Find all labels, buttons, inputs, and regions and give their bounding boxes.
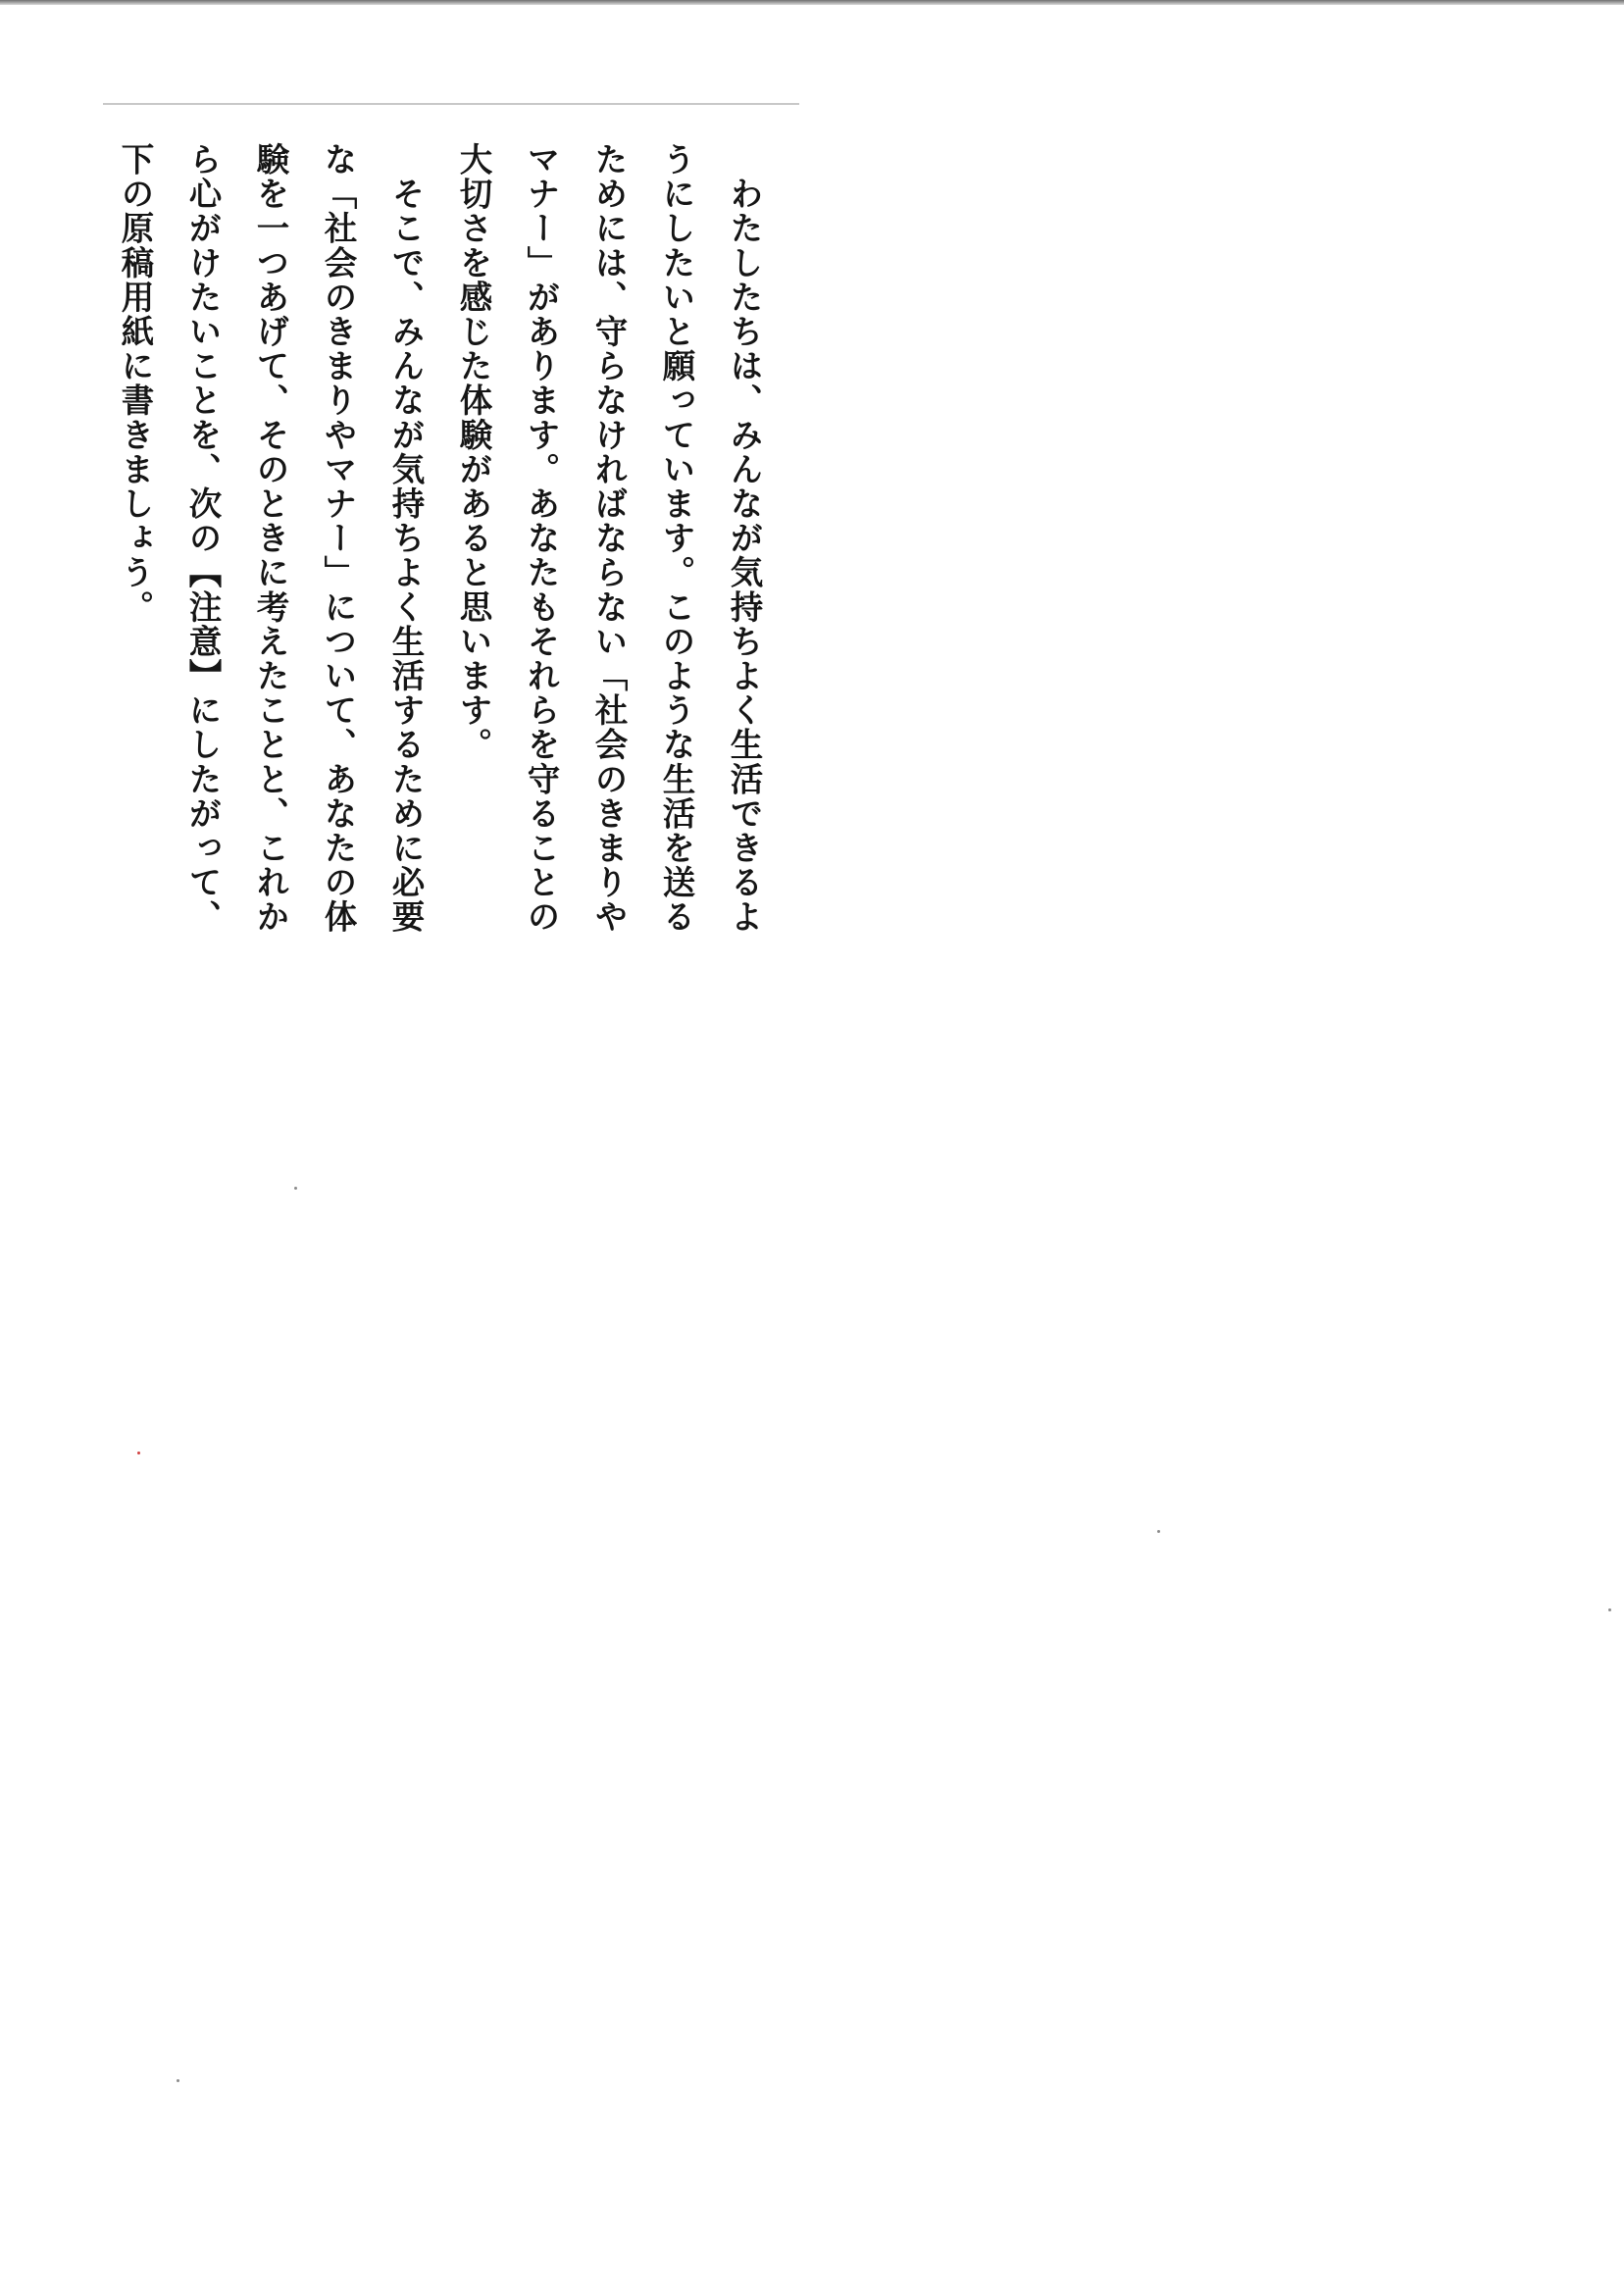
scan-top-edge [0,0,1624,5]
scan-speck [294,1187,297,1190]
paragraph-1: わたしたちは、みんなが気持ちよく生活できるようにしたいと願っています。このような生活を送るためには、守らなければならない「社会のきまりやマナー」があります。あなたもそれらを守ることの大切さを感じた体験があると思います。 [454,142,763,935]
clipping-top-rule [103,103,799,105]
scan-speck [177,2079,179,2082]
clipped-passage [103,103,799,946]
paragraph-2: そこで、みんなが気持ちよく生活するために必要な「社会のきまりやマナー」について、あなたの体験を一つあげて、そのときに考えたことと、これから心がけたいことを、次の【注意】にしたがって、下の原稿用紙に書きましょう。 [116,142,425,935]
scan-speck [1157,1530,1160,1533]
scan-speck [1608,1608,1611,1611]
scan-speck [137,1452,140,1454]
vertical-text-passage [101,142,778,946]
